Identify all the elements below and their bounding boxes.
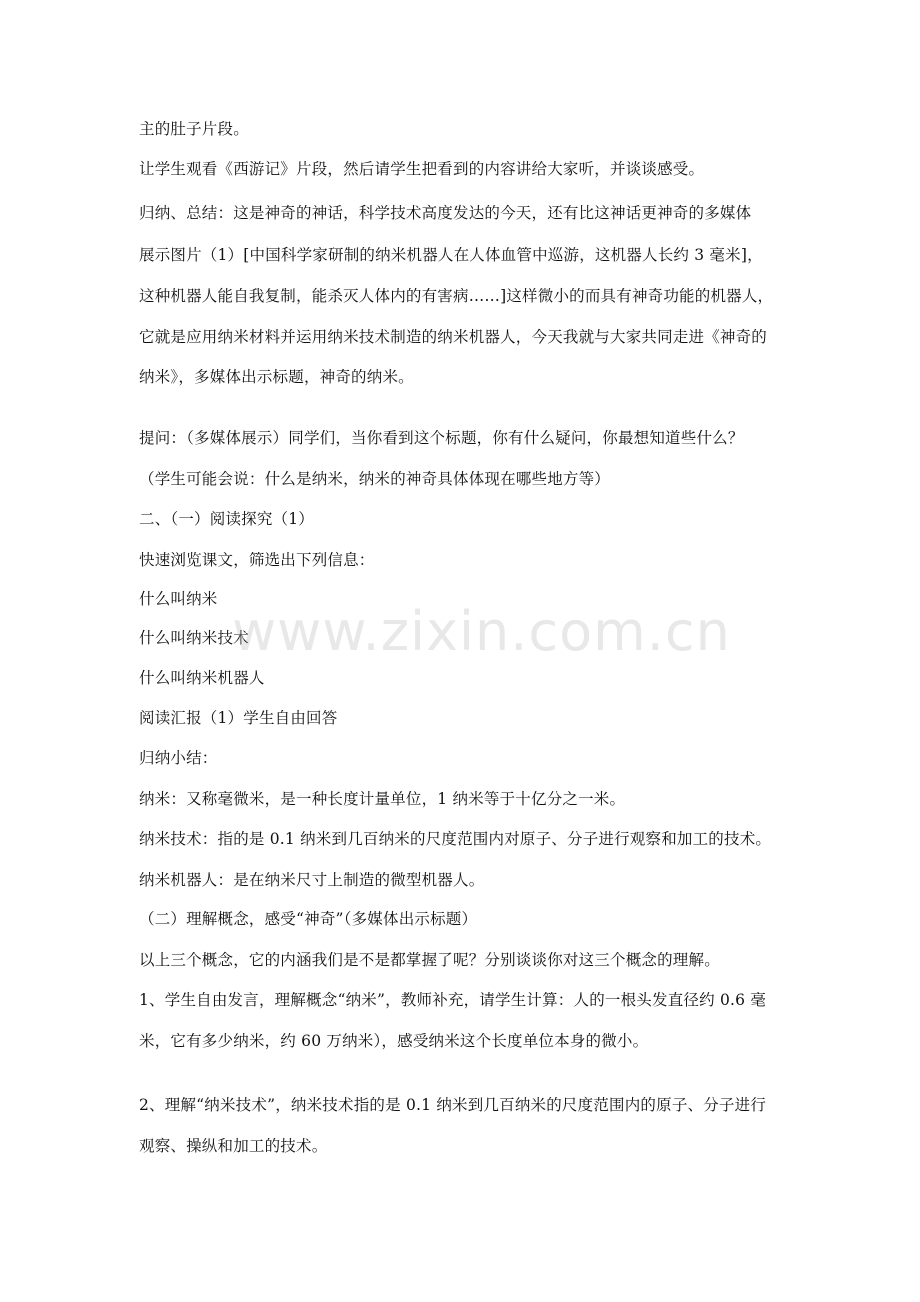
text-line: 归纳、总结：这是神奇的神话，科学技术高度发达的今天，还有比这神话更神奇的多媒体 <box>139 204 752 222</box>
text-line: 阅读汇报（1）学生自由回答 <box>139 709 338 727</box>
text-line: 纳米技术：指的是 0.1 纳米到几百纳米的尺度范围内对原子、分子进行观察和加工的技术。 <box>139 830 772 848</box>
text-line: 纳米：又称毫微米，是一种长度计量单位，1 纳米等于十亿分之一米。 <box>139 790 626 808</box>
text-line: 让学生观看《西游记》片段，然后请学生把看到的内容讲给大家听，并谈谈感受。 <box>139 160 705 178</box>
text-line: 快速浏览课文，筛选出下列信息： <box>139 551 375 569</box>
text-line: 纳米》，多媒体出示标题，神奇的纳米。 <box>139 368 414 386</box>
section-heading: 二、（一）阅读探究（1） <box>139 510 315 528</box>
text-line: 展示图片（1）[中国科学家研制的纳米机器人在人体血管中巡游，这机器人长约 3 毫米]， <box>139 246 763 264</box>
text-line: （学生可能会说：什么是纳米，纳米的神奇具体体现在哪些地方等） <box>139 470 611 488</box>
list-item: 什么叫纳米 <box>139 590 218 608</box>
text-line: 归纳小结： <box>139 749 218 767</box>
text-line: 纳米机器人：是在纳米尺寸上制造的微型机器人。 <box>139 871 485 889</box>
list-item: 什么叫纳米技术 <box>139 629 249 647</box>
text-line: 这种机器人能自我复制，能杀灭人体内的有害病……]这样微小的而具有神奇功能的机器人， <box>139 287 774 305</box>
text-line: 2、理解“纳米技术”，纳米技术指的是 0.1 纳米到几百纳米的尺度范围内的原子、分子进行 <box>139 1096 767 1114</box>
text-line: 1、学生自由发言，理解概念“纳米”，教师补充，请学生计算：人的一根头发直径约 0.6 毫 <box>139 991 767 1009</box>
section-heading: （二）理解概念，感受“神奇”（多媒体出示标题） <box>139 910 478 928</box>
text-line: 以上三个概念，它的内涵我们是不是都掌握了呢？分别谈谈你对这三个概念的理解。 <box>139 951 720 969</box>
watermark: www.zixin.com.cn <box>232 600 731 663</box>
text-line: 观察、操纵和加工的技术。 <box>139 1137 328 1155</box>
text-line: 米，它有多少纳米，约 60 万纳米），感受纳米这个长度单位本身的微小。 <box>139 1032 649 1050</box>
text-line: 主的肚子片段。 <box>139 120 249 138</box>
list-item: 什么叫纳米机器人 <box>139 669 265 687</box>
text-line: 提问：（多媒体展示）同学们，当你看到这个标题，你有什么疑问，你最想知道些什么？ <box>139 429 744 447</box>
text-line: 它就是应用纳米材料并运用纳米技术制造的纳米机器人，今天我就与大家共同走进《神奇的 <box>139 328 768 346</box>
